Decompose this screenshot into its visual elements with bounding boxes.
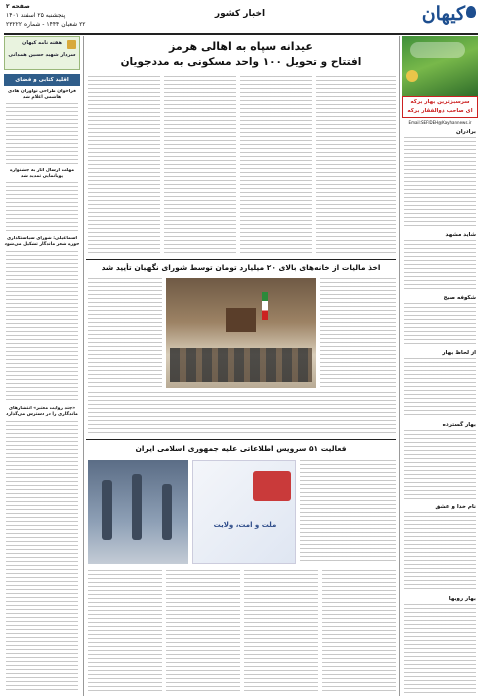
exhibit-photo xyxy=(88,460,188,564)
left-box xyxy=(4,74,80,86)
promo-subtitle: ای صاحب ذوالفقار برکه xyxy=(407,108,473,114)
sidebar-section-3: شکوفه صبح xyxy=(443,295,476,301)
exhibit-item xyxy=(102,480,112,540)
section-rule xyxy=(86,259,396,260)
lead-text-col-4 xyxy=(88,76,160,256)
section-title: اخبار کشور xyxy=(214,9,266,19)
poster-text: ملت و امت، ولایت xyxy=(213,521,277,529)
sidebar-section-2: شاید مشهد xyxy=(445,232,476,238)
logo-emblem-icon xyxy=(466,6,476,18)
left-text-3 xyxy=(6,251,78,401)
left-item-2: مهلت ارسال آثار به جشنواره پویانمایی تمدید شد xyxy=(10,168,74,179)
exhibit-item xyxy=(162,484,172,540)
bottom-text-col-a xyxy=(322,570,396,694)
sidebar-section-4: از لحاظ بهار xyxy=(442,350,476,356)
banner-top-text: هفته نامه کیهان xyxy=(22,40,62,46)
left-banner xyxy=(4,36,80,70)
column-divider xyxy=(399,36,400,696)
sidebar-text-2 xyxy=(404,240,476,292)
middle-text-below xyxy=(88,392,396,436)
left-item-3: اسماعیلی: شورای سیاستگذاری حوزه شعر ماندگار تشکیل می‌شود xyxy=(4,236,80,247)
lead-text-col-3 xyxy=(164,76,236,256)
masthead-rule xyxy=(4,33,478,35)
left-column xyxy=(4,36,80,696)
podium xyxy=(226,308,256,332)
page-label: صفحه ۲ xyxy=(6,3,30,10)
banner-bottom-text: سردار شهید حسین همدانی xyxy=(8,52,76,58)
lead-text-col-2 xyxy=(240,76,312,256)
sidebar-text-3 xyxy=(404,303,476,347)
sidebar-text-6 xyxy=(404,512,476,592)
date-line: پنجشنبه ۲۵ اسفند ۱۴۰۱ xyxy=(6,12,66,19)
sidebar-section-5: بهار گسترده xyxy=(442,422,476,428)
column-divider xyxy=(83,36,84,696)
sidebar-text-7 xyxy=(404,604,476,694)
audience-row xyxy=(170,348,312,382)
middle-headline: اخذ مالیات از خانه‌های بالای ۲۰ میلیارد تومان توسط شورای نگهبان تأیید شد xyxy=(101,263,381,272)
issue-line: ۲۲ شعبان ۱۴۴۴ - شماره ۲۳۲۲۲ xyxy=(6,21,86,28)
promo-title: سرسبزترین بهار برکه xyxy=(410,99,470,105)
promo-caption xyxy=(402,96,478,118)
poster-graphic xyxy=(192,460,296,564)
masthead xyxy=(0,0,482,34)
left-text-4 xyxy=(6,421,78,691)
exhibit-item xyxy=(132,474,142,540)
section-rule xyxy=(86,439,396,440)
lead-headline-2: افتتاح و تحویل ۱۰۰ واحد مسکونی به مددجویان xyxy=(120,56,362,68)
promo-calligraphy xyxy=(410,42,465,58)
lead-headline-1: عیدانه سپاه به اهالی هرمز xyxy=(169,40,313,53)
logo xyxy=(416,3,476,29)
left-item-4: «چند روایت معتبر» انتشارهای ماندگاری را در دسترس می‌گذارد xyxy=(6,406,78,417)
sidebar-text-5 xyxy=(404,430,476,500)
banner-gift-icon xyxy=(67,40,76,49)
left-item-1: فراخوان طراحی نوآوران هادی هاشمی اعلام شد xyxy=(8,89,76,100)
bottom-headline: فعالیت ۵۱ سرویس اطلاعاتی علیه جمهوری اسلامی ایران xyxy=(135,444,347,453)
sidebar-section-1: برادران xyxy=(456,129,476,135)
middle-text-col-2 xyxy=(88,278,162,388)
promo-image xyxy=(402,36,478,96)
sidebar-section-6: نام خدا و عشق xyxy=(435,504,476,510)
sidebar-email: Email:SEFIDEH@Kayhannews.ir xyxy=(408,120,472,125)
sidebar-text-4 xyxy=(404,358,476,418)
bottom-text-col-1 xyxy=(300,460,396,564)
bottom-text-col-d xyxy=(88,570,162,694)
left-text-2 xyxy=(6,182,78,232)
logo-text: کیهان xyxy=(421,3,465,25)
poster-logo-icon xyxy=(253,471,291,501)
middle-text-col-1 xyxy=(320,278,396,388)
left-box-title: اقلید کتابی و فضای xyxy=(15,77,69,83)
flower-icon xyxy=(406,70,418,82)
bottom-text-col-b xyxy=(244,570,318,694)
flag-icon xyxy=(262,292,268,320)
sidebar-section-7: بهار روبها xyxy=(448,596,476,602)
sidebar-text-1 xyxy=(404,137,476,229)
left-text-1 xyxy=(6,103,78,165)
meeting-photo xyxy=(166,278,316,388)
lead-text-col-1 xyxy=(316,76,396,256)
right-sidebar xyxy=(402,36,478,696)
bottom-text-col-c xyxy=(166,570,240,694)
